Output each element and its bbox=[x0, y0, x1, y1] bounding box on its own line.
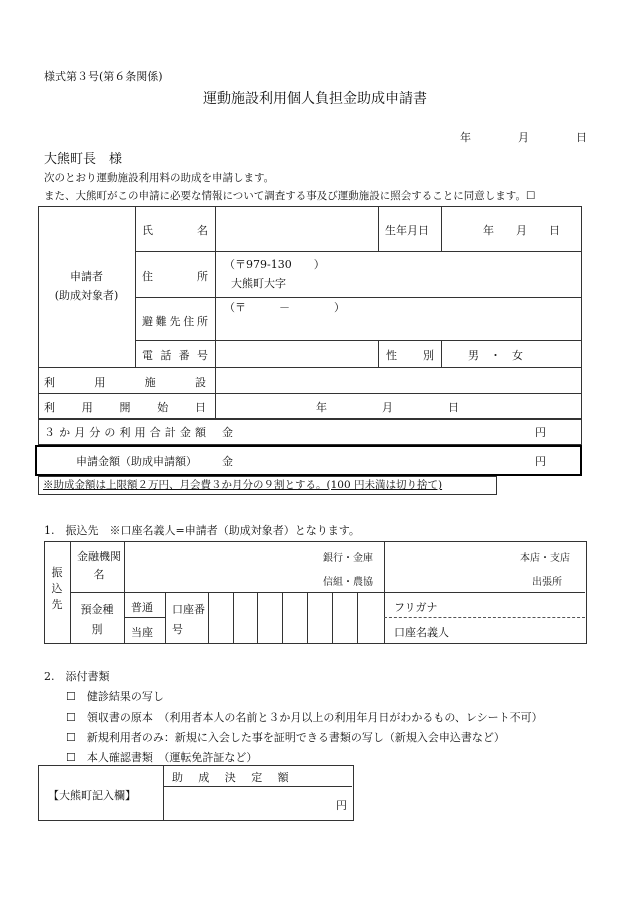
bank-side-label: 振込先 bbox=[51, 566, 63, 611]
phone-field[interactable] bbox=[216, 341, 377, 367]
branch-options-2: 出張所 bbox=[532, 577, 562, 588]
sex-field[interactable]: 男 ・ 女 bbox=[468, 349, 523, 362]
address-postal[interactable]: （〒979-130 ） bbox=[224, 258, 325, 271]
furigana-label: フリガナ bbox=[394, 601, 438, 614]
attachments-heading: 2. 添付書類 bbox=[44, 670, 110, 683]
birth-date-label: 生年月日 bbox=[385, 224, 429, 237]
date-month: 月 bbox=[518, 131, 529, 144]
intro-text-1: 次のとおり運動施設利用料の助成を申請します。 bbox=[44, 172, 275, 184]
facility-label: 利用施設 bbox=[44, 376, 206, 389]
branch-field[interactable] bbox=[386, 543, 516, 590]
form-number: 様式第３号(第６条関係) bbox=[44, 70, 163, 83]
addressee: 大熊町長 様 bbox=[44, 152, 123, 167]
decision-amount-unit: 円 bbox=[336, 799, 347, 812]
facility-field[interactable] bbox=[216, 368, 580, 393]
account-holder-label: 口座名義人 bbox=[394, 626, 449, 639]
request-prefix: 金 bbox=[222, 455, 233, 468]
institution-options-1: 銀行・金庫 bbox=[323, 553, 373, 564]
form-title: 運動施設利用個人負担金助成申請書 bbox=[203, 91, 427, 107]
address-town[interactable]: 大熊町大字 bbox=[231, 277, 286, 290]
name-field[interactable] bbox=[216, 207, 377, 250]
account-holder-field[interactable] bbox=[456, 619, 584, 641]
intro-text-2: また、大熊町がこの申請に必要な情報について調査する事及び運動施設に照会することに同意します。☐ bbox=[44, 190, 536, 202]
applicant-label: 申請者 bbox=[70, 270, 103, 283]
attachment-item-receipt[interactable]: ☐ 領収書の原本 （利用者本人の名前と３か月以上の利用年月日がわかるもの、レシート不可） bbox=[66, 711, 543, 724]
sex-label: 性 別 bbox=[386, 349, 434, 362]
deposit-type-label: 預金種別 bbox=[80, 603, 114, 636]
evac-address-postal[interactable]: （〒 － ） bbox=[224, 301, 345, 314]
furigana-field[interactable] bbox=[456, 594, 584, 616]
start-date-field[interactable]: 年 月 日 bbox=[316, 401, 459, 414]
decision-amount-field[interactable] bbox=[165, 788, 330, 818]
institution-field[interactable] bbox=[126, 543, 316, 590]
account-number-field[interactable] bbox=[209, 594, 383, 642]
start-date-label: 利用開始日 bbox=[44, 401, 206, 414]
town-office-label: 【大熊町記入欄】 bbox=[48, 789, 136, 802]
request-label: 申請金額（助成申請額） bbox=[76, 455, 197, 468]
subsidy-note bbox=[38, 476, 497, 495]
total-unit: 円 bbox=[535, 426, 546, 439]
attachment-item-id[interactable]: ☐ 本人確認書類 （運転免許証など） bbox=[66, 751, 258, 764]
deposit-type-normal[interactable]: 普通 bbox=[131, 601, 153, 614]
decision-amount-label: 助 成 決 定 額 bbox=[172, 771, 291, 784]
total-label: ３か月分の利用合計金額 bbox=[44, 426, 206, 439]
phone-label: 電話番号 bbox=[142, 349, 208, 362]
date-year: 年 bbox=[460, 131, 471, 144]
address-label: 住 所 bbox=[142, 270, 208, 283]
branch-options-1: 本店・支店 bbox=[520, 553, 570, 564]
subsidy-note-text: ※助成金額は上限額２万円、月会費３か月分の９割とする。(100 円未満は切り捨て) bbox=[43, 479, 443, 491]
name-label: 氏 名 bbox=[142, 224, 208, 237]
birth-date-field[interactable]: 年 月 日 bbox=[483, 224, 560, 237]
total-amount-field[interactable] bbox=[236, 420, 530, 441]
request-unit: 円 bbox=[535, 455, 546, 468]
total-prefix: 金 bbox=[222, 426, 233, 439]
applicant-sublabel: (助成対象者) bbox=[54, 289, 119, 302]
evac-address-label: 避難先住所 bbox=[142, 315, 208, 328]
institution-label: 金融機関名 bbox=[77, 550, 121, 581]
deposit-type-current[interactable]: 当座 bbox=[131, 626, 153, 639]
attachment-item-health[interactable]: ☐ 健診結果の写し bbox=[66, 690, 164, 703]
date-day: 日 bbox=[576, 131, 587, 144]
institution-options-2: 信組・農協 bbox=[323, 577, 373, 588]
bank-heading: 1. 振込先 ※口座名義人=申請者（助成対象者）となります。 bbox=[44, 524, 360, 537]
attachment-item-new-member[interactable]: ☐ 新規利用者のみ：新規に入会した事を証明できる書類の写し（新規入会申込書など） bbox=[66, 731, 505, 744]
request-amount-field[interactable] bbox=[236, 449, 530, 471]
account-number-label: 口座番号 bbox=[172, 603, 205, 636]
